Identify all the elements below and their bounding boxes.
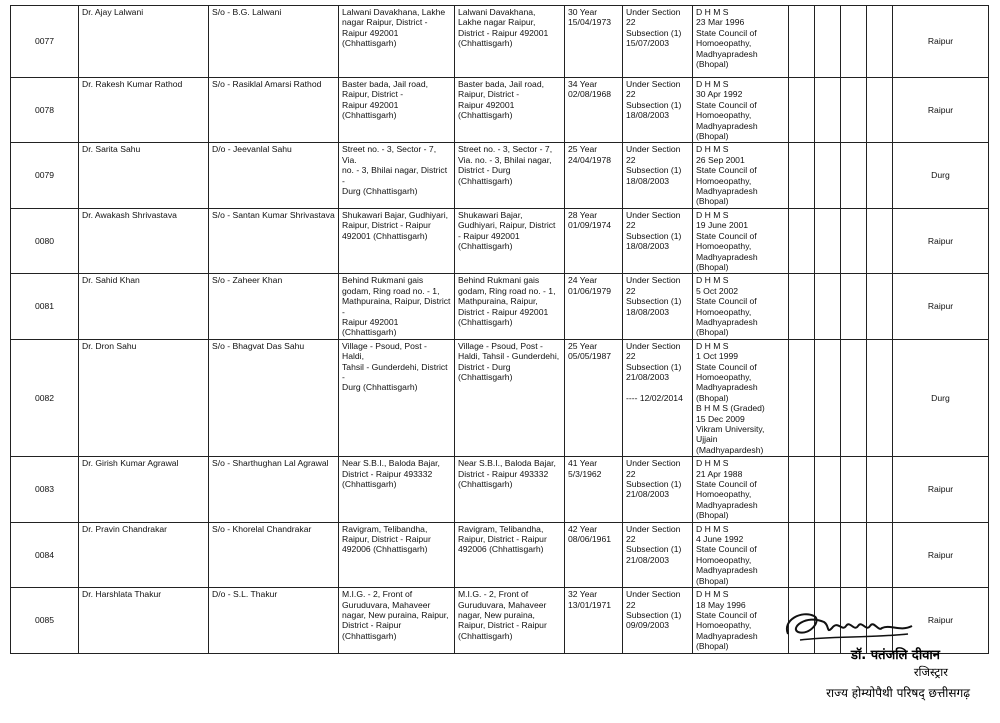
num-cell: 0085 [11, 588, 79, 653]
table-row [11, 143, 989, 208]
name-cell: Dr. Awakash Shrivastava [79, 208, 209, 273]
registration-cell: Under Section 22 Subsection (1) 09/09/2003 [623, 588, 693, 653]
name-cell: Dr. Sahid Khan [79, 274, 209, 339]
relation-cell: S/o - Zaheer Khan [209, 274, 339, 339]
relation-cell: S/o - Khorelal Chandrakar [209, 522, 339, 587]
blank-cell-2 [815, 208, 841, 273]
registrar-name: डॉ. पतंजलि दीवान [850, 648, 940, 663]
blank-cell-3 [841, 6, 867, 78]
table-row [11, 208, 989, 273]
age-dob-cell: 32 Year 13/01/1971 [565, 588, 623, 653]
district-cell: Raipur [893, 208, 989, 273]
present-address-cell: M.I.G. - 2, Front of Guruduvara, Mahaveer nagar, New puraina, Raipur, District - Raipur (Chhattisgarh) [339, 588, 455, 653]
registration-cell: Under Section 22 Subsection (1) 21/08/2003 [623, 522, 693, 587]
blank-cell-4 [867, 78, 893, 143]
present-address-cell: Shukawari Bajar, Gudhiyari, Raipur, District - Raipur 492001 (Chhattisgarh) [339, 208, 455, 273]
age-dob-cell: 30 Year 15/04/1973 [565, 6, 623, 78]
table-row [11, 6, 989, 78]
registrar-title: रजिस्ट्रार [913, 665, 948, 679]
blank-cell-3 [841, 143, 867, 208]
table-row [11, 274, 989, 339]
blank-cell-4 [867, 339, 893, 456]
qualification-cell: D H M S 30 Apr 1992 State Council of Homoeopathy, Madhyapradesh (Bhopal) [693, 78, 789, 143]
district-cell: Raipur [893, 522, 989, 587]
present-address-cell: Behind Rukmani gais godam, Ring road no. - 1, Mathpuraina, Raipur, District - Raipur 492001 (Chhattisgarh) [339, 274, 455, 339]
table-row [11, 78, 989, 143]
blank-cell-2 [815, 457, 841, 522]
registration-cell: Under Section 22 Subsection (1) 21/08/2003 [623, 457, 693, 522]
relation-cell: S/o - B.G. Lalwani [209, 6, 339, 78]
present-address-cell: Near S.B.I., Baloda Bajar, District - Raipur 493332 (Chhattisgarh) [339, 457, 455, 522]
register-rows [11, 6, 989, 654]
blank-cell-4 [867, 143, 893, 208]
relation-cell: D/o - S.L. Thakur [209, 588, 339, 653]
age-dob-cell: 34 Year 02/08/1968 [565, 78, 623, 143]
permanent-address-cell: Behind Rukmani gais godam, Ring road no. - 1, Mathpuraina, Raipur, District - Raipur 492001 (Chhattisgarh) [455, 274, 565, 339]
permanent-address-cell: Village - Psoud, Post - Haldi, Tahsil - Gunderdehi, District - Durg (Chhattisgarh) [455, 339, 565, 456]
qualification-cell: D H M S 4 June 1992 State Council of Homoeopathy, Madhyapradesh (Bhopal) [693, 522, 789, 587]
blank-cell-2 [815, 274, 841, 339]
blank-cell-2 [815, 6, 841, 78]
qualification-cell: D H M S 18 May 1996 State Council of Homoeopathy, Madhyapradesh (Bhopal) [693, 588, 789, 653]
present-address-cell: Lalwani Davakhana, Lakhe nagar Raipur, District - Raipur 492001 (Chhattisgarh) [339, 6, 455, 78]
num-cell: 0083 [11, 457, 79, 522]
relation-cell: S/o - Bhagvat Das Sahu [209, 339, 339, 456]
num-cell: 0080 [11, 208, 79, 273]
blank-cell-1 [789, 339, 815, 456]
qualification-cell: D H M S 5 Oct 2002 State Council of Homoeopathy, Madhyapradesh (Bhopal) [693, 274, 789, 339]
blank-cell-4 [867, 208, 893, 273]
registration-cell: Under Section 22 Subsection (1) 15/07/2003 [623, 6, 693, 78]
present-address-cell: Baster bada, Jail road, Raipur, District - Raipur 492001 (Chhattisgarh) [339, 78, 455, 143]
register-table [10, 5, 989, 654]
name-cell: Dr. Ajay Lalwani [79, 6, 209, 78]
name-cell: Dr. Dron Sahu [79, 339, 209, 456]
registration-cell: Under Section 22 Subsection (1) 18/08/2003 [623, 274, 693, 339]
registration-cell: Under Section 22 Subsection (1) 18/08/2003 [623, 143, 693, 208]
district-cell: Durg [893, 339, 989, 456]
name-cell: Dr. Pravin Chandrakar [79, 522, 209, 587]
qualification-cell: D H M S 26 Sep 2001 State Council of Homoeopathy, Madhyapradesh (Bhopal) [693, 143, 789, 208]
blank-cell-1 [789, 208, 815, 273]
blank-cell-1 [789, 78, 815, 143]
num-cell: 0078 [11, 78, 79, 143]
table-row [11, 522, 989, 587]
num-cell: 0082 [11, 339, 79, 456]
relation-cell: D/o - Jeevanlal Sahu [209, 143, 339, 208]
blank-cell-1 [789, 522, 815, 587]
age-dob-cell: 42 Year 08/06/1961 [565, 522, 623, 587]
present-address-cell: Ravigram, Telibandha, Raipur, District - Raipur 492006 (Chhattisgarh) [339, 522, 455, 587]
district-cell: Raipur [893, 78, 989, 143]
blank-cell-2 [815, 522, 841, 587]
age-dob-cell: 25 Year 24/04/1978 [565, 143, 623, 208]
num-cell: 0084 [11, 522, 79, 587]
relation-cell: S/o - Sharthughan Lal Agrawal [209, 457, 339, 522]
blank-cell-3 [841, 522, 867, 587]
registrar-signature [780, 606, 920, 646]
age-dob-cell: 25 Year 05/05/1987 [565, 339, 623, 456]
qualification-cell: D H M S 23 Mar 1996 State Council of Homoeopathy, Madhyapradesh (Bhopal) [693, 6, 789, 78]
blank-cell-4 [867, 274, 893, 339]
blank-cell-2 [815, 78, 841, 143]
blank-cell-3 [841, 78, 867, 143]
present-address-cell: Village - Psoud, Post - Haldi, Tahsil - Gunderdehi, District - Durg (Chhattisgarh) [339, 339, 455, 456]
num-cell: 0081 [11, 274, 79, 339]
district-cell: Raipur [893, 588, 989, 653]
blank-cell-1 [789, 457, 815, 522]
registration-cell: Under Section 22 Subsection (1) 21/08/2003 ---- 12/02/2014 [623, 339, 693, 456]
blank-cell-3 [841, 339, 867, 456]
council-name: राज्य होम्योपैथी परिषद् छत्तीसगढ़ [826, 686, 970, 700]
blank-cell-3 [841, 274, 867, 339]
permanent-address-cell: Baster bada, Jail road, Raipur, District - Raipur 492001 (Chhattisgarh) [455, 78, 565, 143]
name-cell: Dr. Girish Kumar Agrawal [79, 457, 209, 522]
permanent-address-cell: Lalwani Davakhana, Lakhe nagar Raipur, District - Raipur 492001 (Chhattisgarh) [455, 6, 565, 78]
present-address-cell: Street no. - 3, Sector - 7, Via. no. - 3, Bhilai nagar, District - Durg (Chhattisgarh) [339, 143, 455, 208]
name-cell: Dr. Rakesh Kumar Rathod [79, 78, 209, 143]
blank-cell-2 [815, 143, 841, 208]
num-cell: 0079 [11, 143, 79, 208]
blank-cell-1 [789, 143, 815, 208]
qualification-cell: D H M S 1 Oct 1999 State Council of Homoeopathy, Madhyapradesh (Bhopal) B H M S (Graded) 15 Dec 2009 Vikram University, Ujjain (Madhyapardesh) [693, 339, 789, 456]
registration-cell: Under Section 22 Subsection (1) 18/08/2003 [623, 208, 693, 273]
blank-cell-3 [841, 457, 867, 522]
blank-cell-4 [867, 6, 893, 78]
blank-cell-1 [789, 274, 815, 339]
name-cell: Dr. Sarita Sahu [79, 143, 209, 208]
age-dob-cell: 41 Year 5/3/1962 [565, 457, 623, 522]
permanent-address-cell: Near S.B.I., Baloda Bajar, District - Raipur 493332 (Chhattisgarh) [455, 457, 565, 522]
district-cell: Durg [893, 143, 989, 208]
permanent-address-cell: Street no. - 3, Sector - 7, Via. no. - 3, Bhilai nagar, District - Durg (Chhattisgarh) [455, 143, 565, 208]
permanent-address-cell: Shukawari Bajar, Gudhiyari, Raipur, District - Raipur 492001 (Chhattisgarh) [455, 208, 565, 273]
relation-cell: S/o - Santan Kumar Shrivastava [209, 208, 339, 273]
age-dob-cell: 28 Year 01/09/1974 [565, 208, 623, 273]
qualification-cell: D H M S 21 Apr 1988 State Council of Homoeopathy, Madhyapradesh (Bhopal) [693, 457, 789, 522]
blank-cell-2 [815, 339, 841, 456]
blank-cell-4 [867, 457, 893, 522]
district-cell: Raipur [893, 457, 989, 522]
blank-cell-3 [841, 208, 867, 273]
name-cell: Dr. Harshlata Thakur [79, 588, 209, 653]
district-cell: Raipur [893, 274, 989, 339]
blank-cell-1 [789, 6, 815, 78]
table-row [11, 339, 989, 456]
relation-cell: S/o - Rasiklal Amarsi Rathod [209, 78, 339, 143]
table-row [11, 457, 989, 522]
district-cell: Raipur [893, 6, 989, 78]
age-dob-cell: 24 Year 01/06/1979 [565, 274, 623, 339]
permanent-address-cell: Ravigram, Telibandha, Raipur, District - Raipur 492006 (Chhattisgarh) [455, 522, 565, 587]
permanent-address-cell: M.I.G. - 2, Front of Guruduvara, Mahaveer nagar, New puraina, Raipur, District - Raipur (Chhattisgarh) [455, 588, 565, 653]
registration-cell: Under Section 22 Subsection (1) 18/08/2003 [623, 78, 693, 143]
qualification-cell: D H M S 19 June 2001 State Council of Homoeopathy, Madhyapradesh (Bhopal) [693, 208, 789, 273]
blank-cell-4 [867, 522, 893, 587]
num-cell: 0077 [11, 6, 79, 78]
